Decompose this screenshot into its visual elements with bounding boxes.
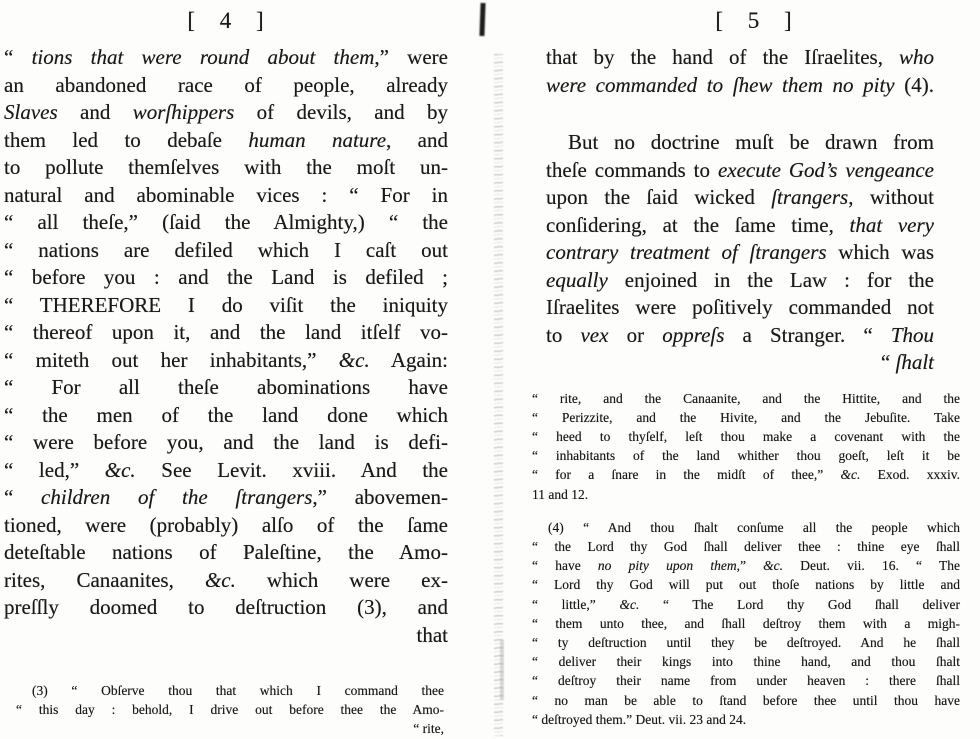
roman-text: “ led,” xyxy=(4,457,105,482)
text-line xyxy=(16,719,444,738)
text-line xyxy=(4,429,448,457)
text-line xyxy=(532,408,960,427)
roman-text: (4). xyxy=(894,72,934,97)
roman-text: , without xyxy=(848,185,934,209)
text-line xyxy=(532,537,960,556)
text-line xyxy=(532,518,960,537)
roman-text: “ thereof upon it, and the land itſelf vo- xyxy=(4,320,448,344)
roman-text: and xyxy=(57,100,133,124)
italic-text: &c. xyxy=(104,457,136,482)
text-line xyxy=(546,294,934,322)
roman-text: ,” xyxy=(736,558,764,574)
page-5-footnotes xyxy=(532,389,960,729)
roman-text: “ were before you, and the land is defi- xyxy=(4,430,448,454)
roman-text: which were ex- xyxy=(235,567,448,592)
roman-text: rites, Canaanites, xyxy=(4,567,205,592)
text-line xyxy=(546,349,934,377)
text-line xyxy=(4,154,448,182)
text-line xyxy=(4,237,448,265)
page-5-body xyxy=(546,44,934,377)
text-line xyxy=(546,157,934,185)
roman-text: upon the ſaid wicked xyxy=(546,185,772,209)
roman-text: natural and abominable vices : “ For in xyxy=(4,182,448,207)
text-line xyxy=(4,512,448,540)
roman-text: 11 and 12. xyxy=(532,486,589,502)
text-line xyxy=(546,184,934,212)
italic-text: vex xyxy=(580,322,609,347)
text-line xyxy=(546,129,934,157)
roman-text: “ rite, and the Canaanite, and the Hittite, and the xyxy=(532,390,960,406)
roman-text: ,” were xyxy=(374,45,448,69)
text-line xyxy=(532,427,960,446)
text-line xyxy=(546,267,934,295)
text-line xyxy=(546,212,934,240)
page-4 xyxy=(4,0,448,738)
roman-text: which was xyxy=(826,240,934,264)
roman-text: Exod. xxxiv. xyxy=(860,467,960,483)
page-5-number: [ 5 ] xyxy=(715,8,793,33)
roman-text: Deut. vii. 16. “ The xyxy=(783,558,960,574)
text-line xyxy=(4,72,448,100)
italic-text: worſhippers xyxy=(132,100,235,124)
italic-text: equally xyxy=(546,267,608,292)
roman-text: (3) “ Obſerve thou that which I command thee xyxy=(32,683,444,698)
roman-text: “ have xyxy=(532,558,598,574)
roman-text: “ heed to thyſelf, leſt thou make a covenant with the xyxy=(532,428,960,444)
text-line xyxy=(4,402,448,430)
gutter-scan-artifact xyxy=(494,54,503,736)
scan-speck xyxy=(500,640,504,700)
roman-text: of devils, and by xyxy=(234,100,448,124)
italic-text: Slaves xyxy=(4,100,58,124)
italic-text: children of the ſtrangers xyxy=(41,485,313,509)
text-line xyxy=(546,44,934,72)
italic-text: oppreſs xyxy=(662,322,725,347)
italic-text: Thou xyxy=(890,322,934,347)
italic-text: ſhalt xyxy=(895,350,934,374)
text-line xyxy=(546,239,934,267)
roman-text: “ little,” xyxy=(532,596,620,612)
roman-text: “ inhabitants of the land whither thou goeſt, leſt it be xyxy=(532,448,960,464)
roman-text: “ miteth out her inhabitants,” xyxy=(4,347,339,372)
roman-text: “ Perizzite, and the Hivite, and the Jebuſite. Take xyxy=(532,409,960,425)
roman-text: “ For all theſe abominations have xyxy=(4,375,448,399)
text-line xyxy=(532,556,960,575)
text-line xyxy=(4,374,448,402)
roman-text: tioned, were (probably) alſo of the ſame xyxy=(4,512,448,537)
roman-text: “ all theſe,” (ſaid the Almighty,) “ the xyxy=(4,210,448,234)
roman-text: “ deliver their kings into thine hand, and thou ſhalt xyxy=(532,654,960,670)
roman-text: “ the Lord thy God ſhall deliver thee : thine eye ſhall xyxy=(532,538,960,554)
italic-text: contrary treatment of ſtrangers xyxy=(546,240,827,264)
roman-text: “ xyxy=(4,45,32,69)
roman-text: to xyxy=(546,322,581,347)
roman-text: “ this day : behold, I drive out before thee the Amo- xyxy=(16,702,444,718)
text-line xyxy=(532,485,960,504)
text-line xyxy=(4,264,448,292)
text-line xyxy=(4,99,448,127)
roman-text: “ no man be able to ſtand before thee until thou have xyxy=(532,692,960,708)
text-line xyxy=(532,710,960,729)
italic-text: that very xyxy=(849,212,934,237)
roman-text: “ deſtroy their name from under heaven : there ſhall xyxy=(532,673,960,689)
text-line xyxy=(4,622,448,650)
roman-text: to pollute themſelves with the moſt un- xyxy=(4,155,448,179)
roman-text: or xyxy=(608,322,663,347)
roman-text: them led to debaſe xyxy=(4,127,249,152)
text-line xyxy=(532,614,960,633)
roman-text: a Stranger. “ xyxy=(724,322,891,347)
roman-text: an abandoned race of people, already xyxy=(4,72,448,97)
roman-text: “ Lord thy God will put out thoſe nations by little and xyxy=(532,577,960,593)
text-line xyxy=(532,465,960,484)
page-5 xyxy=(508,0,960,738)
roman-text: “ nations are defiled which I caſt out xyxy=(4,237,448,262)
text-line xyxy=(4,567,448,595)
roman-text: , and xyxy=(386,127,449,152)
roman-text: “ ty deſtruction until they be deſtroyed. And he ſhall xyxy=(532,634,960,650)
italic-text: execute God’s vengeance xyxy=(717,157,934,182)
italic-text: &c. xyxy=(840,467,861,483)
text-line xyxy=(532,446,960,465)
roman-text: “ before you : and the Land is defiled ; xyxy=(4,265,448,289)
italic-text: &c. xyxy=(763,558,784,574)
roman-text: Iſraelites were poſitively commanded not xyxy=(546,295,934,319)
text-line xyxy=(4,319,448,347)
roman-text: But no doctrine muſt be drawn from xyxy=(568,130,934,154)
text-line xyxy=(4,182,448,210)
text-line xyxy=(4,44,448,72)
roman-text: “ for a ſnare in the midſt of thee,” xyxy=(532,467,841,483)
text-line xyxy=(4,484,448,512)
text-line xyxy=(4,292,448,320)
italic-text: who xyxy=(898,45,934,69)
text-line xyxy=(16,681,444,700)
roman-text: “ rite, xyxy=(413,721,444,737)
roman-text: deteſtable nations of Paleſtine, the Amo- xyxy=(4,540,448,564)
text-line xyxy=(546,322,934,350)
italic-text: &c. xyxy=(619,596,640,612)
text-line xyxy=(4,127,448,155)
page-4-footnotes xyxy=(16,681,444,739)
italic-text: no pity upon them xyxy=(597,558,737,574)
roman-text: “ deſtroyed them.” Deut. vii. 23 and 24. xyxy=(532,711,747,727)
roman-text: Again: xyxy=(369,347,448,372)
text-line xyxy=(546,72,934,100)
italic-text: &c. xyxy=(338,347,370,372)
text-line xyxy=(16,700,444,719)
text-line xyxy=(4,539,448,567)
page-4-body xyxy=(4,44,448,649)
roman-text: enjoined in the Law : for the xyxy=(607,267,934,292)
page-4-number: [ 4 ] xyxy=(187,8,265,33)
roman-text: “ them unto thee, and ſhall deſtroy them with a migh- xyxy=(532,615,960,631)
text-line xyxy=(4,347,448,375)
text-line xyxy=(532,633,960,652)
roman-text: (4) “ And thou ſhalt conſume all the people which xyxy=(548,519,960,535)
roman-text: ,” abovemen- xyxy=(312,485,448,509)
roman-text: conſidering, at the ſame time, xyxy=(546,212,850,237)
roman-text: “ The Lord thy God ſhall deliver xyxy=(639,596,960,612)
roman-text: See Levit. xviii. And the xyxy=(135,457,449,482)
roman-text: preſſly doomed to deſtruction (3), and xyxy=(4,595,448,619)
ink-blot-artifact xyxy=(479,3,485,36)
italic-text: were commanded to ſhew them no pity xyxy=(546,72,895,97)
text-line xyxy=(4,209,448,237)
roman-text: “ xyxy=(880,350,896,374)
text-line xyxy=(532,595,960,614)
roman-text: that by the hand of the Iſraelites, xyxy=(546,45,899,69)
italic-text: &c. xyxy=(204,567,236,592)
italic-text: tions that were round about them xyxy=(31,45,375,69)
text-line xyxy=(4,457,448,485)
roman-text: “ xyxy=(4,485,42,509)
roman-text: “ THEREFORE I do viſit the iniquity xyxy=(4,292,448,317)
italic-text: human nature xyxy=(248,127,387,152)
roman-text: “ the men of the land done which xyxy=(4,402,448,427)
text-line xyxy=(532,671,960,690)
italic-text: ſtrangers xyxy=(771,185,849,209)
text-line xyxy=(532,691,960,710)
text-line xyxy=(532,389,960,408)
text-line xyxy=(4,594,448,622)
roman-text: that xyxy=(416,622,448,647)
text-line xyxy=(532,575,960,594)
text-line xyxy=(532,652,960,671)
roman-text: theſe commands to xyxy=(546,157,718,182)
